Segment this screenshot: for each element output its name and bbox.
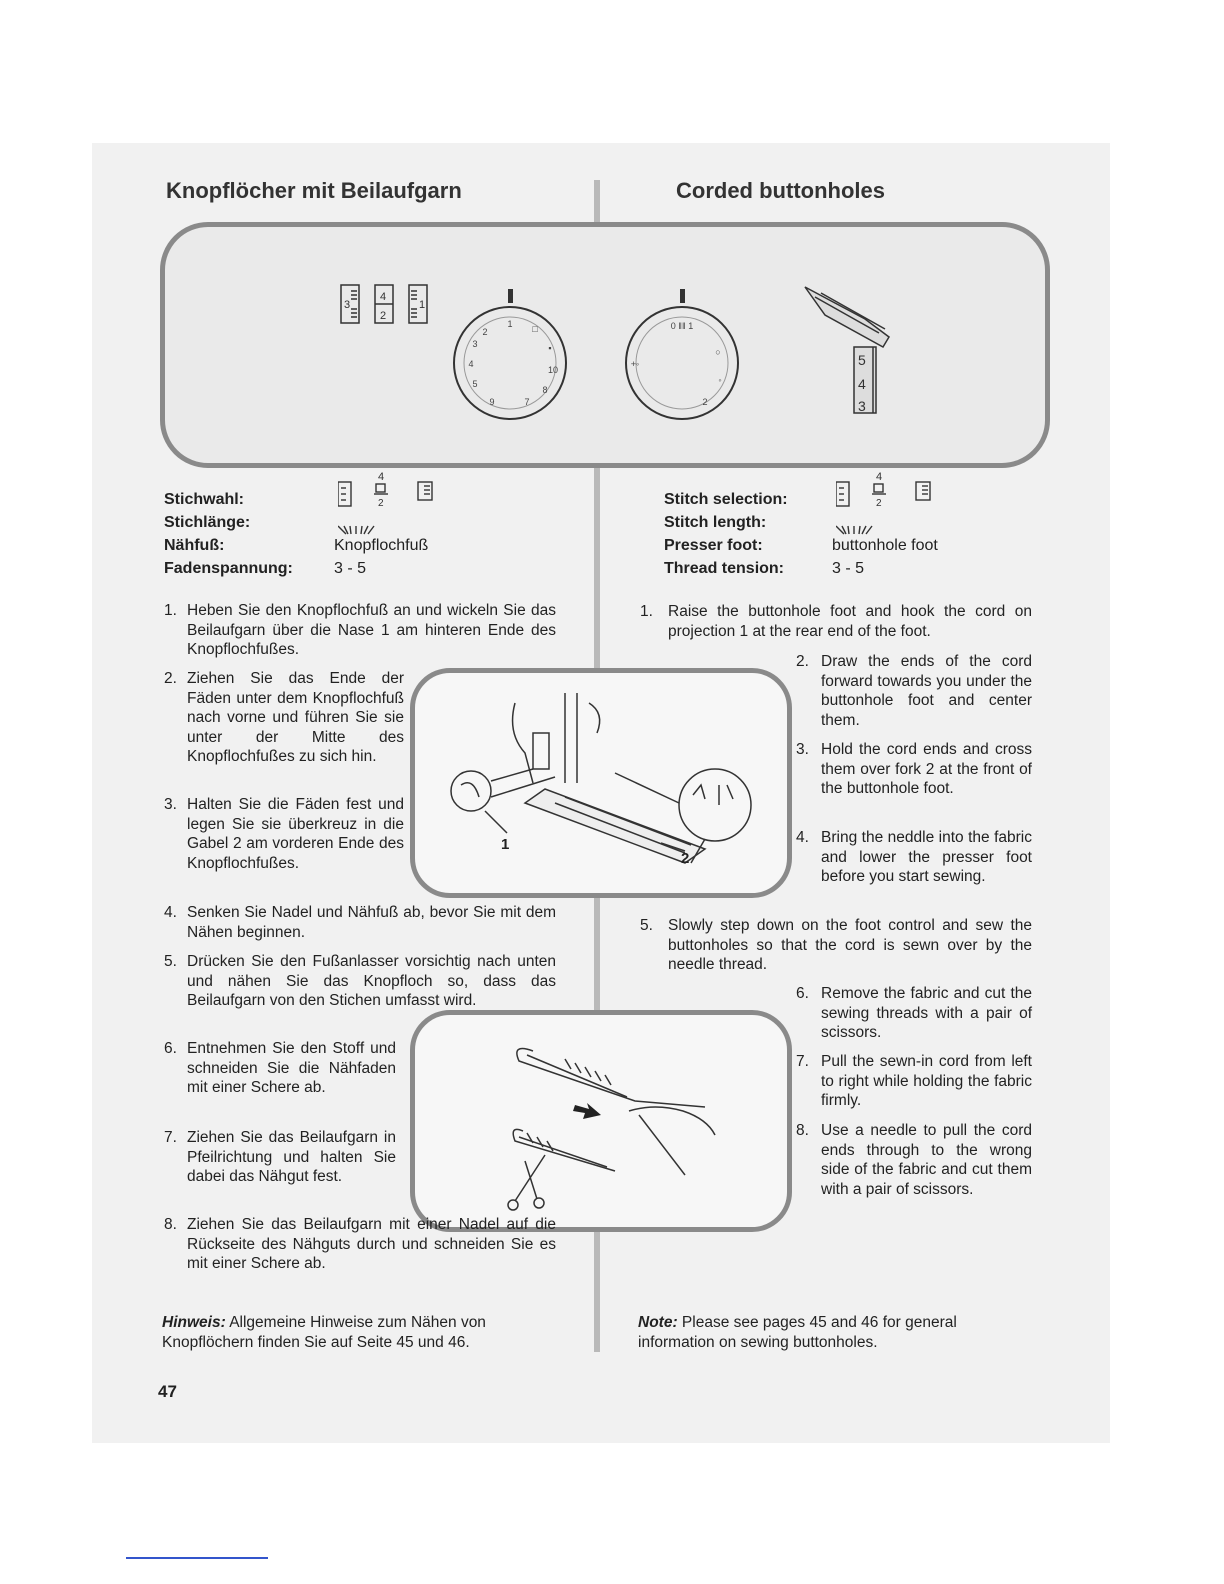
- length-label-de: Stichlänge:: [164, 514, 251, 531]
- foot-scale-mid: 4: [858, 376, 866, 392]
- note-de-text: Allgemeine Hinweise zum Nähen von Knopflöchern finden Sie auf Seite 45 und 46.: [162, 1314, 486, 1351]
- note-de-label: Hinweis:: [162, 1314, 226, 1331]
- svg-text:8: 8: [542, 385, 548, 395]
- panel-stitch-top: 4: [380, 291, 387, 303]
- svg-text:▪: ▪: [548, 343, 552, 353]
- stitch-label-en: Stitch selection:: [664, 491, 788, 508]
- svg-text:0 ‖‖ 1: 0 ‖‖ 1: [670, 321, 694, 331]
- foot-value-en: buttonhole foot: [832, 537, 938, 554]
- foot-scale-bottom: 3: [858, 398, 866, 414]
- panel-stitch-right: 1: [419, 299, 426, 311]
- svg-text:2: 2: [702, 397, 708, 407]
- stitch-label-de: Stichwahl:: [164, 491, 245, 508]
- foot-label-en: Presser foot:: [664, 537, 763, 554]
- svg-text:1: 1: [507, 319, 513, 329]
- buttonhole-foot-cord-drawing: [415, 673, 787, 893]
- svg-text:9: 9: [489, 397, 495, 407]
- machine-settings-illustration: [165, 227, 1045, 463]
- tension-value-de: 3 - 5: [334, 560, 367, 577]
- tension-value-en: 3 - 5: [832, 560, 865, 577]
- foot-scale-top: 5: [858, 352, 866, 368]
- heading-de: Knopflöcher mit Beilaufgarn: [166, 178, 462, 203]
- page-number: 47: [158, 1382, 177, 1401]
- tension-label-de: Fadenspannung:: [164, 560, 293, 577]
- callout-1: 1: [501, 836, 510, 853]
- settings-panel: [160, 222, 1050, 468]
- svg-text:5: 5: [472, 379, 478, 389]
- tension-label-en: Thread tension:: [664, 560, 785, 577]
- stitch-length-dial-icon: [626, 289, 738, 419]
- callout-2: 2: [681, 850, 690, 867]
- svg-text:+◦: +◦: [630, 359, 640, 369]
- stitch-selection-icon: [338, 468, 438, 538]
- heading-en: Corded buttonholes: [676, 178, 885, 203]
- stitch-selection-icon-en: [836, 468, 936, 538]
- foot-cord-illustration: [410, 668, 792, 898]
- note-en-label: Note:: [638, 1314, 678, 1331]
- svg-text:7: 7: [524, 397, 530, 407]
- svg-text:○: ○: [715, 347, 721, 357]
- footer-link-underline: [126, 1557, 268, 1559]
- note-en: [638, 1313, 1028, 1352]
- stitch-digit-top-de: 4: [378, 471, 385, 483]
- buttonhole-foot-icon: [805, 287, 889, 413]
- direction-arrow-icon: [573, 1103, 601, 1119]
- stitch-width-dial-icon: [454, 289, 566, 419]
- note-en-text: Please see pages 45 and 46 for general information on sewing buttonholes.: [638, 1314, 957, 1351]
- length-label-en: Stitch length:: [664, 514, 767, 531]
- svg-text:3: 3: [472, 339, 478, 349]
- pull-cord-drawing: [415, 1015, 787, 1227]
- panel-stitch-bottom: 2: [380, 310, 387, 322]
- foot-label-de: Nähfuß:: [164, 537, 225, 554]
- pull-cord-illustration: [410, 1010, 792, 1232]
- svg-text:□: □: [532, 324, 538, 334]
- panel-stitch-left: 3: [344, 299, 351, 311]
- svg-text:4: 4: [468, 359, 474, 369]
- svg-text:◦: ◦: [718, 375, 722, 385]
- stitch-digit-bottom-de: 2: [378, 498, 384, 509]
- foot-value-de: Knopflochfuß: [334, 537, 429, 554]
- stitch-digit-top-en: 4: [876, 471, 883, 483]
- stitch-symbols-icon: [341, 285, 427, 323]
- svg-text:2: 2: [482, 327, 488, 337]
- stitch-digit-bottom-en: 2: [876, 498, 882, 509]
- svg-text:10: 10: [547, 365, 559, 375]
- note-de: [162, 1313, 542, 1352]
